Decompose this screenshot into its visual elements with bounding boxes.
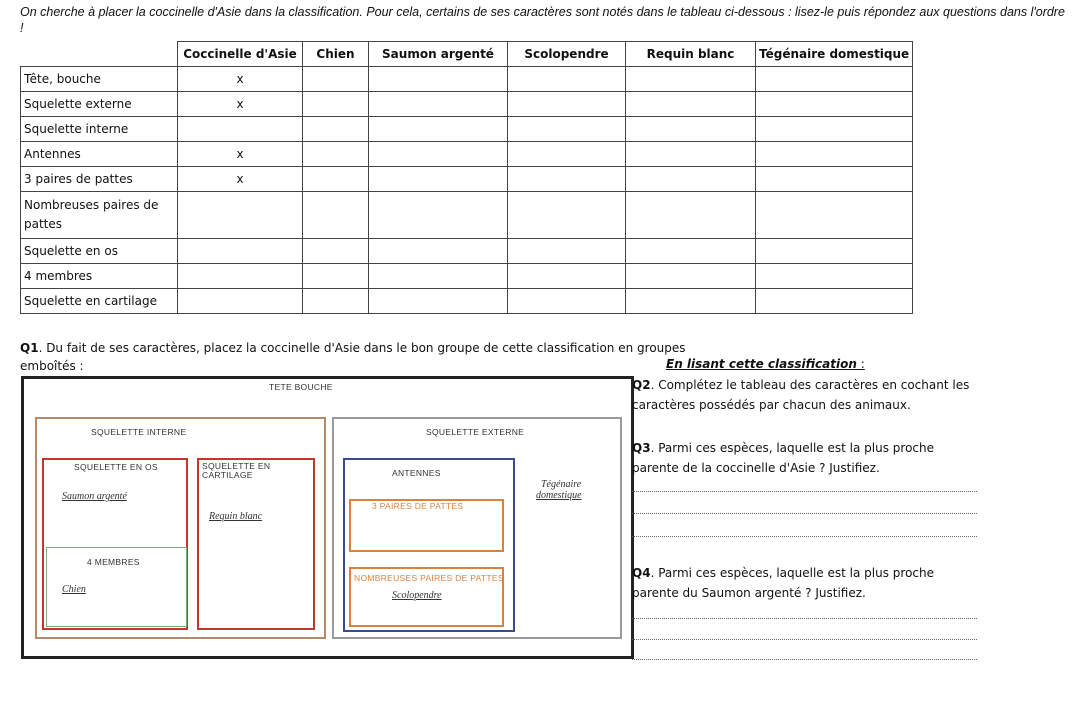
table-row	[21, 142, 913, 167]
table-cell[interactable]	[508, 264, 626, 289]
group-label-3-paires-de-pattes: 3 PAIRES DE PATTES	[372, 501, 464, 511]
table-header-row	[21, 42, 913, 67]
species-tegenaire-line1: Tégénaire	[541, 479, 582, 490]
table-row	[21, 264, 913, 289]
row-label: Squelette interne	[21, 117, 178, 142]
table-cell[interactable]	[303, 289, 369, 314]
question-text: . Du fait de ses caractères, placez la coccinelle d'Asie dans le bon groupe de cette classification en groupes emboîtés :	[20, 341, 686, 373]
species-chien: Chien	[62, 584, 86, 595]
table-corner	[21, 42, 178, 67]
answer-line[interactable]	[632, 639, 977, 640]
row-label: Antennes	[21, 142, 178, 167]
table-cell[interactable]	[178, 289, 303, 314]
table-cell[interactable]	[756, 289, 913, 314]
table-cell[interactable]	[756, 239, 913, 264]
table-row	[21, 117, 913, 142]
table-cell[interactable]	[303, 167, 369, 192]
question-2	[632, 375, 977, 415]
group-label-squelette-en-cartilage: SQUELETTE EN CARTILAGE	[202, 461, 271, 480]
row-label: 4 membres	[21, 264, 178, 289]
row-label: 3 paires de pattes	[21, 167, 178, 192]
group-label-squelette-interne: SQUELETTE INTERNE	[91, 427, 187, 437]
table-cell[interactable]	[626, 167, 756, 192]
question-number: Q3	[632, 441, 651, 455]
characters-table	[20, 41, 913, 314]
table-cell[interactable]	[626, 264, 756, 289]
table-cell[interactable]	[756, 117, 913, 142]
group-label-antennes: ANTENNES	[392, 468, 441, 478]
table-cell[interactable]	[626, 289, 756, 314]
answer-line[interactable]	[632, 536, 977, 537]
table-row	[21, 192, 913, 239]
table-cell[interactable]	[178, 239, 303, 264]
table-cell[interactable]	[756, 92, 913, 117]
table-cell[interactable]	[303, 192, 369, 239]
intro-instructions: On cherche à placer la coccinelle d'Asie dans la classification. Pour cela, certains de ses caractères sont notés dans le tableau ci-dessous : lisez-le puis répondez aux questions dans l'ordre !	[20, 5, 1065, 35]
question-1	[20, 339, 700, 375]
table-cell[interactable]	[626, 92, 756, 117]
table-cell[interactable]	[369, 239, 508, 264]
table-cell[interactable]	[369, 289, 508, 314]
reading-colon: :	[856, 357, 865, 371]
table-cell[interactable]	[303, 67, 369, 92]
table-cell[interactable]	[626, 67, 756, 92]
table-cell[interactable]: x	[178, 167, 303, 192]
species-requin-blanc: Requin blanc	[209, 511, 263, 522]
table-cell[interactable]	[508, 67, 626, 92]
row-label: Squelette en cartilage	[21, 289, 178, 314]
question-3	[632, 438, 977, 478]
row-label: Squelette en os	[21, 239, 178, 264]
table-cell[interactable]	[626, 239, 756, 264]
table-cell[interactable]	[369, 117, 508, 142]
table-cell[interactable]: x	[178, 92, 303, 117]
table-cell[interactable]	[303, 264, 369, 289]
question-text: . Parmi ces espèces, laquelle est la plus proche parente de la coccinelle d'Asie ? Justifiez.	[632, 441, 934, 475]
table-cell[interactable]	[756, 167, 913, 192]
species-tegenaire-line2: domestique	[536, 490, 582, 501]
table-cell[interactable]	[508, 167, 626, 192]
table-cell[interactable]	[369, 167, 508, 192]
column-header: Chien	[303, 42, 369, 67]
table-cell[interactable]: x	[178, 142, 303, 167]
table-cell[interactable]	[178, 264, 303, 289]
group-label-4-membres: 4 MEMBRES	[87, 557, 140, 567]
row-label: Squelette externe	[21, 92, 178, 117]
table-cell[interactable]	[626, 142, 756, 167]
question-text: . Parmi ces espèces, laquelle est la plus proche parente du Saumon argenté ? Justifiez.	[632, 566, 934, 600]
table-row	[21, 92, 913, 117]
column-header: Scolopendre	[508, 42, 626, 67]
column-header: Tégénaire domestique	[756, 42, 913, 67]
column-header: Saumon argenté	[369, 42, 508, 67]
table-row	[21, 167, 913, 192]
group-label-nombreuses-paires-de-pattes: NOMBREUSES PAIRES DE PATTES	[354, 573, 504, 583]
table-cell[interactable]	[508, 239, 626, 264]
table-row	[21, 67, 913, 92]
answer-line[interactable]	[632, 618, 977, 619]
table-cell[interactable]	[508, 92, 626, 117]
reading-heading	[666, 357, 865, 371]
column-header: Requin blanc	[626, 42, 756, 67]
table-cell[interactable]	[508, 289, 626, 314]
table-cell[interactable]	[303, 239, 369, 264]
table-cell[interactable]	[369, 264, 508, 289]
group-label-tete-bouche: TETE BOUCHE	[269, 382, 333, 392]
table-cell[interactable]	[369, 142, 508, 167]
table-cell[interactable]	[369, 192, 508, 239]
group-label-squelette-en-os: SQUELETTE EN OS	[74, 462, 158, 472]
row-label: Nombreuses paires de pattes	[21, 192, 178, 239]
question-number: Q4	[632, 566, 651, 580]
species-scolopendre: Scolopendre	[392, 590, 442, 601]
table-cell[interactable]	[369, 67, 508, 92]
table-row	[21, 289, 913, 314]
species-saumon-argente: Saumon argenté	[62, 491, 127, 502]
question-number: Q1	[20, 341, 39, 355]
table-cell[interactable]	[178, 192, 303, 239]
reading-title: En lisant cette classification	[666, 357, 857, 371]
table-cell[interactable]	[178, 117, 303, 142]
table-cell[interactable]	[369, 92, 508, 117]
table-cell[interactable]	[508, 117, 626, 142]
table-cell[interactable]	[626, 117, 756, 142]
table-cell[interactable]: x	[178, 67, 303, 92]
column-header: Coccinelle d'Asie	[178, 42, 303, 67]
answer-line[interactable]	[632, 659, 977, 660]
table-cell[interactable]	[303, 117, 369, 142]
table-cell[interactable]	[756, 264, 913, 289]
table-cell[interactable]	[303, 92, 369, 117]
table-cell[interactable]	[508, 192, 626, 239]
answer-line[interactable]	[632, 513, 977, 514]
table-cell[interactable]	[756, 67, 913, 92]
answer-line[interactable]	[632, 491, 977, 492]
row-label: Tête, bouche	[21, 67, 178, 92]
table-row	[21, 239, 913, 264]
table-cell[interactable]	[508, 142, 626, 167]
question-number: Q2	[632, 378, 651, 392]
table-cell[interactable]	[756, 142, 913, 167]
table-cell[interactable]	[303, 142, 369, 167]
group-label-squelette-externe: SQUELETTE EXTERNE	[426, 427, 525, 437]
table-cell[interactable]	[756, 192, 913, 239]
question-text: . Complétez le tableau des caractères en cochant les caractères possédés par chacun des animaux.	[632, 378, 970, 412]
question-4	[632, 563, 977, 603]
group-squelette-en-cartilage	[197, 458, 315, 630]
table-cell[interactable]	[626, 192, 756, 239]
